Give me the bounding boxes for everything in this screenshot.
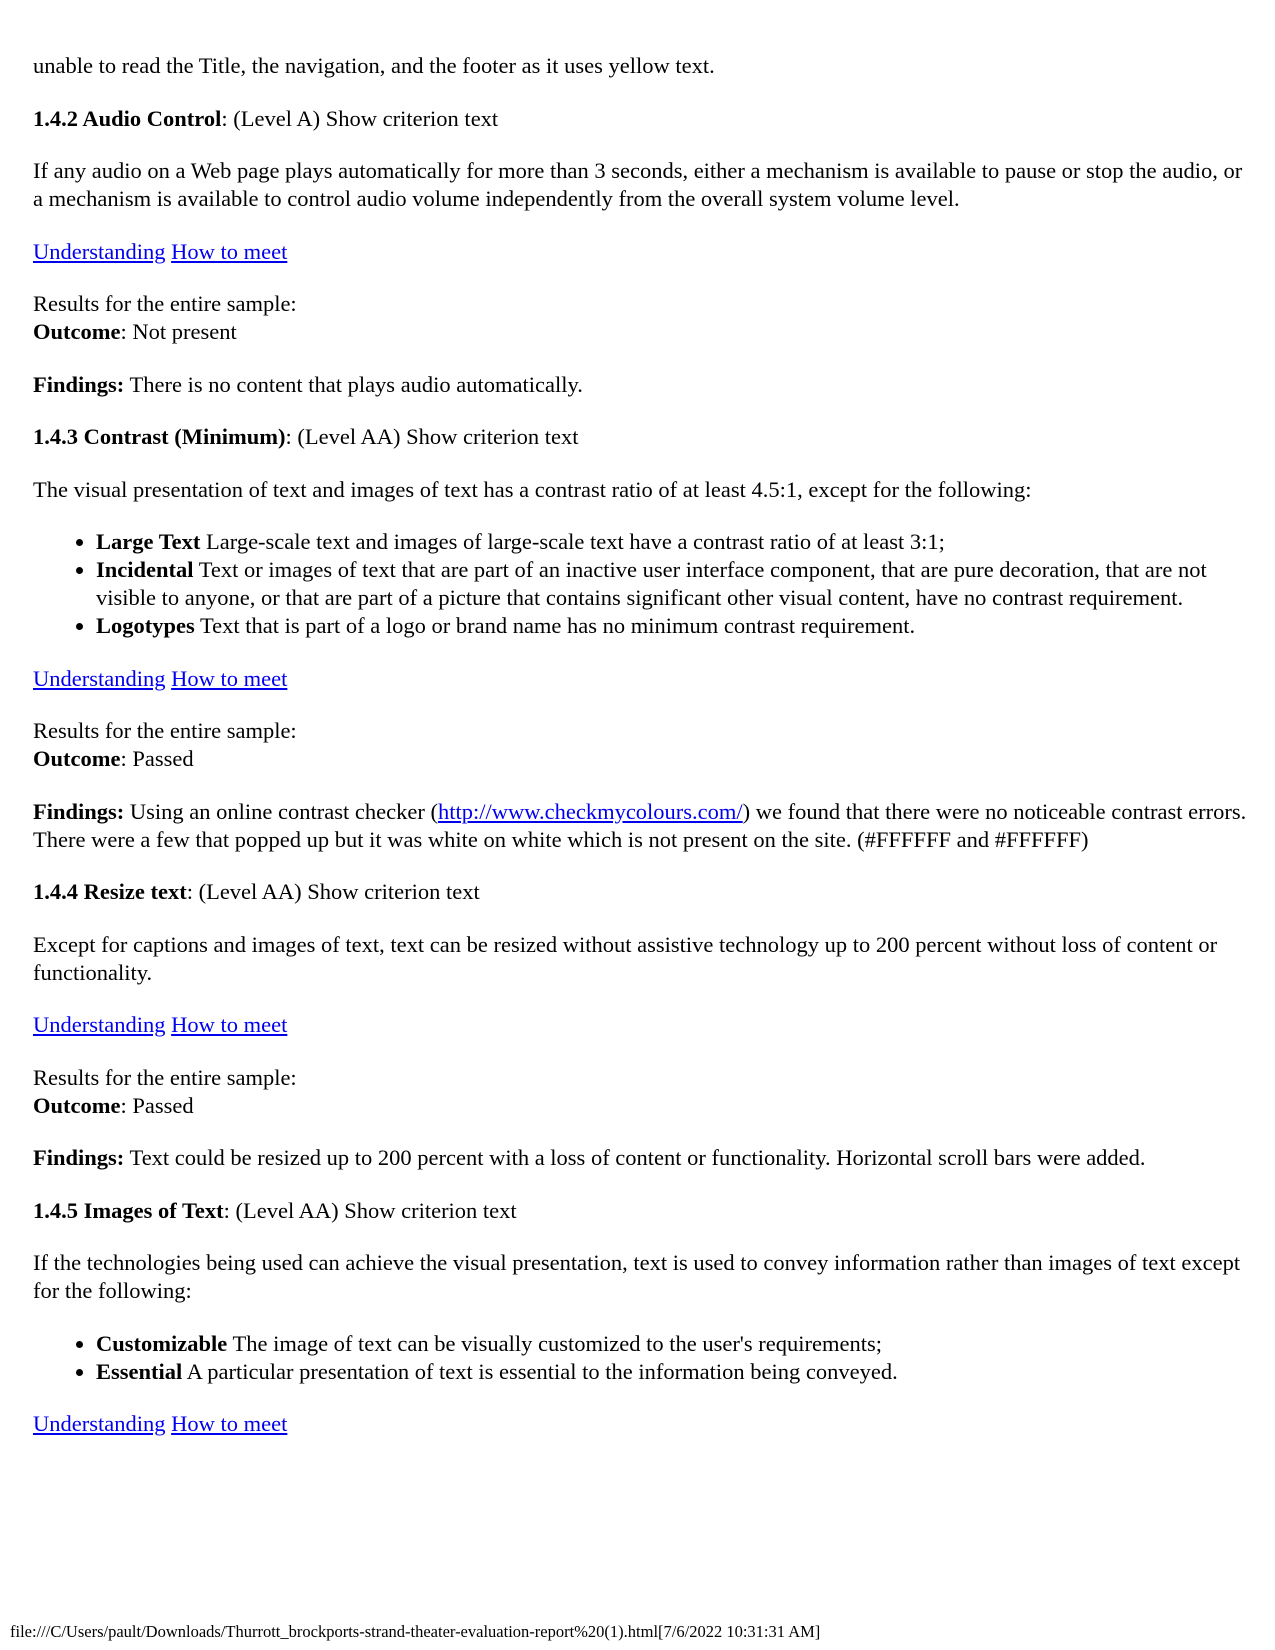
- results: Results for the entire sample: Outcome: Passed: [33, 718, 297, 771]
- criterion-text: The visual presentation of text and images of text has a contrast ratio of at least 4.5:1, except for the following:: [33, 476, 1032, 502]
- exception-list: [33, 528, 1248, 640]
- contrast-checker-link[interactable]: http://www.checkmycolours.com/: [437, 798, 743, 824]
- list-item: • Essential A particular presentation of text is essential to the information being conveyed.: [96, 1358, 1248, 1386]
- list-item: • Incidental Text or images of text that are part of an inactive user interface component, that are pure decoration, that are not visible to anyone, or that are part of a picture that contains significant other visual content, have no contrast requirement.: [96, 556, 1248, 612]
- understanding-link[interactable]: Understanding: [33, 1411, 166, 1436]
- how-to-meet-link[interactable]: How to meet: [171, 1012, 288, 1037]
- how-to-meet-link[interactable]: How to meet: [171, 665, 288, 691]
- criterion-heading: 1.4.4 Resize text: (Level AA) Show criterion text: [33, 879, 480, 904]
- list-item: • Customizable The image of text can be visually customized to the user's requirements;: [96, 1330, 1248, 1358]
- criterion-text: Except for captions and images of text, text can be resized without assistive technology up to 200 percent without loss of content or functionality.: [33, 931, 1218, 985]
- list-item: • Large Text Large-scale text and images of large-scale text have a contrast ratio of at least 3:1;: [96, 528, 1248, 556]
- how-to-meet-link[interactable]: How to meet: [171, 238, 288, 264]
- understanding-link[interactable]: Understanding: [33, 1012, 166, 1037]
- links-row: [33, 1011, 1248, 1039]
- print-footer-url: file:///C/Users/pault/Downloads/Thurrott_brockports-strand-theater-evaluation-report%20(1).html[7/6/2022 10:31:31 AM]: [10, 1622, 821, 1641]
- list-item: • Logotypes Text that is part of a logo or brand name has no minimum contrast requirement.: [96, 612, 1248, 640]
- criterion-text: If the technologies being used can achieve the visual presentation, text is used to convey information rather than images of text except for the following:: [33, 1250, 1241, 1303]
- findings: Findings: Text could be resized up to 200 percent with a loss of content or functionality. Horizontal scroll bars were added.: [33, 1145, 1146, 1170]
- findings: Findings: There is no content that plays audio automatically.: [33, 371, 583, 397]
- links-row: [33, 665, 1248, 693]
- how-to-meet-link[interactable]: How to meet: [171, 1411, 288, 1436]
- results: Results for the entire sample: Outcome: Not present: [33, 291, 297, 344]
- exception-list: [33, 1330, 1248, 1386]
- criterion-heading: 1.4.2 Audio Control: (Level A) Show criterion text: [33, 105, 499, 131]
- links-row: [33, 1410, 1248, 1438]
- links-row: [33, 238, 1248, 266]
- intro-text: unable to read the Title, the navigation, and the footer as it uses yellow text.: [33, 53, 715, 78]
- results: Results for the entire sample: Outcome: Passed: [33, 1064, 297, 1118]
- criterion-heading: 1.4.3 Contrast (Minimum): (Level AA) Show criterion text: [33, 424, 579, 449]
- understanding-link[interactable]: Understanding: [33, 238, 166, 264]
- criterion-text: If any audio on a Web page plays automatically for more than 3 seconds, either a mechanism is available to pause or stop the audio, or a mechanism is available to control audio volume independently from the overall system volume level.: [33, 158, 1243, 211]
- criterion-heading: 1.4.5 Images of Text: (Level AA) Show criterion text: [33, 1197, 517, 1223]
- findings: Findings: Using an online contrast checker (http://www.checkmycolours.com/) we found that there were no noticeable contrast errors. There were a few that popped up but it was white on white which is not present on the site. (#FFFFFF and #FFFFFF): [33, 798, 1247, 852]
- understanding-link[interactable]: Understanding: [33, 665, 166, 691]
- document-body: [33, 52, 1248, 1463]
